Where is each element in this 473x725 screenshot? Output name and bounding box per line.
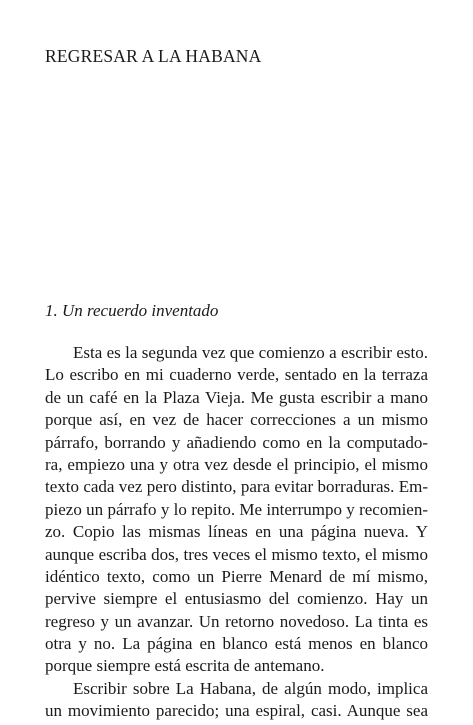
text-line: porque siempre está escrita de antemano. <box>45 656 325 676</box>
text-line: Escribir sobre La Habana, de algún modo, implica <box>73 678 428 698</box>
text-line: Esta es la segunda vez que comienzo a escribir esto. <box>73 343 428 362</box>
chapter-title: REGRESAR A LA HABANA <box>45 46 262 66</box>
body-text <box>45 342 428 723</box>
text-line: pervive siempre el entusiasmo del comienzo. Hay un <box>45 589 428 609</box>
text-line: párrafo, borrando y añadiendo como en la computado- <box>45 432 428 452</box>
text-line: porque así, en vez de hacer correcciones a un mismo <box>45 410 428 430</box>
text-line: regreso y un avanzar. Un retorno novedoso. La tinta es <box>45 611 428 631</box>
text-line: zo. Copio las mismas líneas en una página nueva. Y <box>45 522 428 542</box>
text-line: ra, empiezo una y otra vez desde el principio, el mismo <box>45 454 428 474</box>
text-line: idéntico texto, como un Pierre Menard de mí mismo, <box>45 566 428 586</box>
text-line: de un café en la Plaza Vieja. Me gusta escribir a mano <box>45 387 428 407</box>
text-line: texto cada vez pero distinto, para evitar borraduras. Em- <box>45 477 428 497</box>
text-line: otra y no. La página en blanco está menos en blanco <box>45 634 428 654</box>
text-line: piezo un párrafo y lo repito. Me interrumpo y recomien- <box>45 499 428 519</box>
text-line: un movimiento parecido; una espiral, casi. Aunque sea <box>45 701 428 721</box>
text-line: aunque escriba dos, tres veces el mismo texto, el mismo <box>45 544 428 564</box>
section-heading: 1. Un recuerdo inventado <box>45 301 219 320</box>
text-line: Lo escribo en mi cuaderno verde, sentado en la terraza <box>45 365 428 385</box>
